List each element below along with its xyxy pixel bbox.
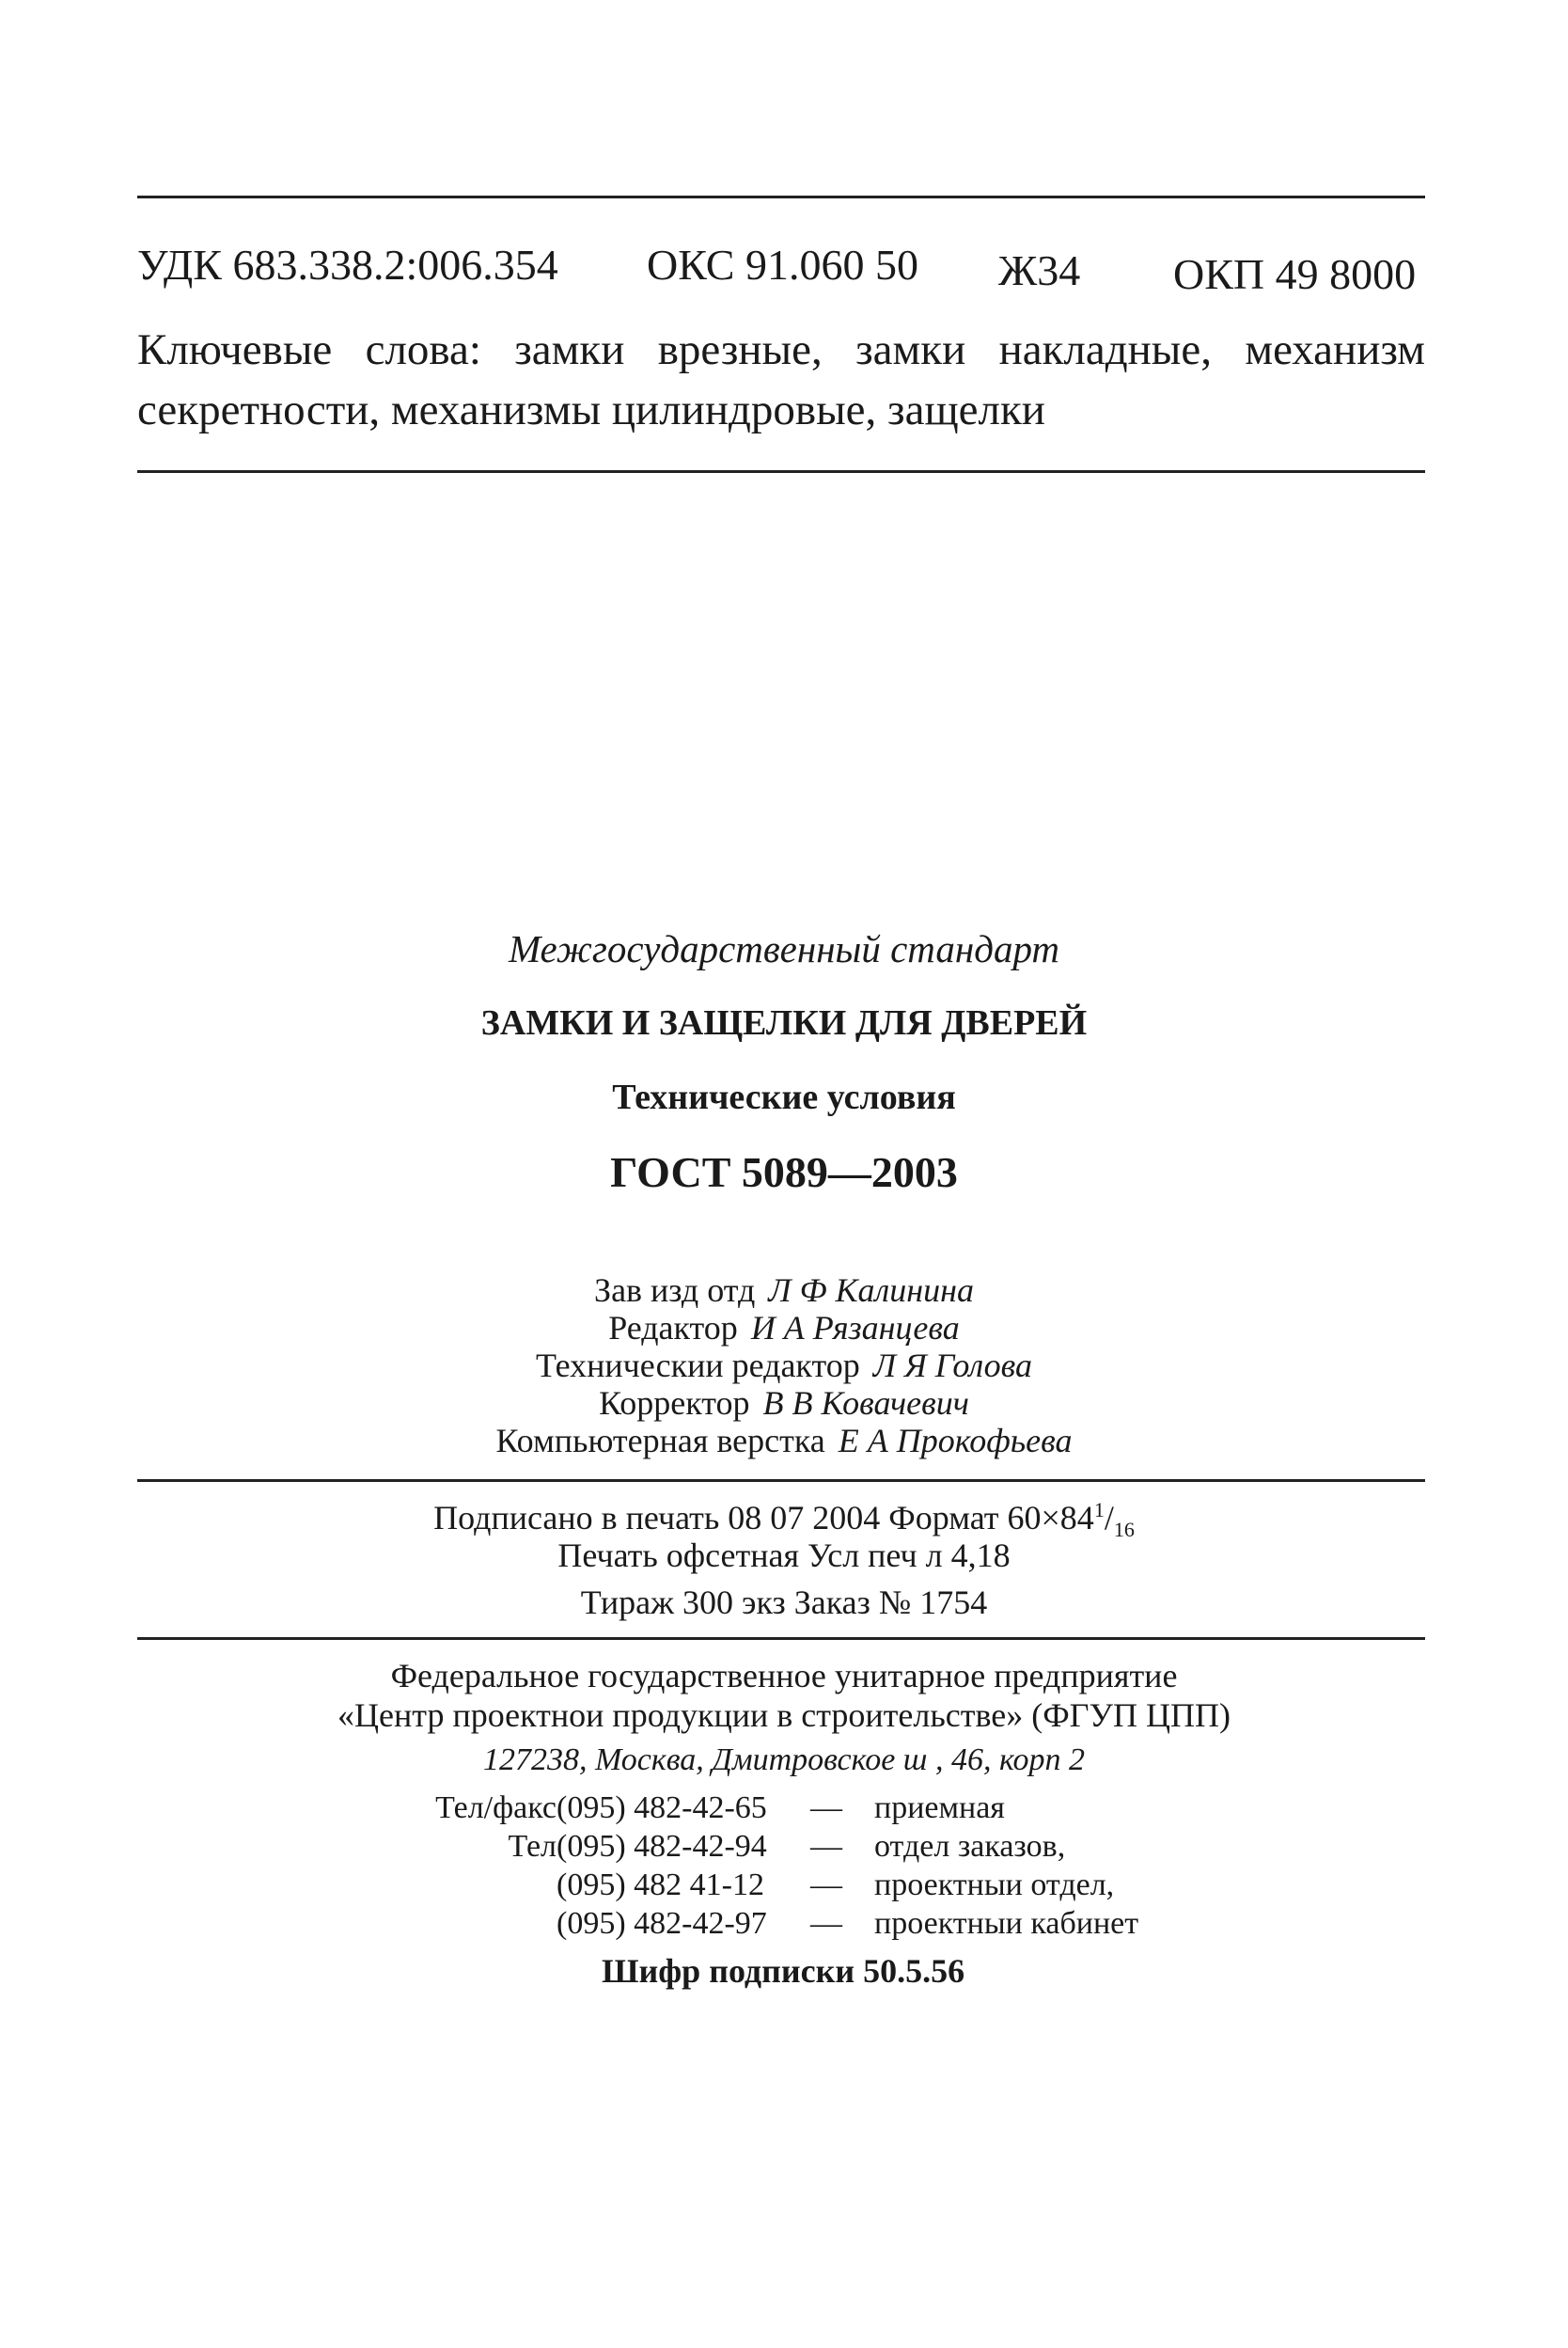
format-sup: 1	[1093, 1498, 1105, 1521]
contact-label: Тел	[508, 1829, 557, 1864]
staff-line	[0, 1347, 1568, 1384]
publisher-address: 127238, Москва, Дмитровское ш , 46, корп 2	[482, 1742, 1086, 1777]
print-rule	[137, 1637, 1425, 1640]
publisher-center: «Центр проектнои продукции в строительстве» (ФГУП ЦПП)	[337, 1696, 1231, 1734]
keywords-rule	[137, 470, 1425, 473]
staff-role: Корректор	[599, 1384, 750, 1422]
print-signed: Подписано в печать 08 07 2004 Формат $60\times 84^1/_{16}$	[433, 1498, 1135, 1542]
oks-code: ОКС 91.060 50	[647, 241, 918, 289]
subscription-code: Шифр подписки 50.5.56	[602, 1952, 965, 1990]
staff-name: Л Я Голова	[872, 1347, 1032, 1384]
contact-desc: приемная	[874, 1790, 1005, 1825]
staff-role: Зав изд отд	[594, 1271, 756, 1309]
contact-phone: (095) 482-42-65	[557, 1790, 767, 1825]
staff-name: Е А Прокофьева	[838, 1422, 1073, 1459]
staff-role: Техническии редактор	[536, 1347, 860, 1384]
contact-label: Тел/факс	[435, 1790, 557, 1825]
signed-text: Подписано в печать 08 07 2004 Формат 60×84	[433, 1499, 1094, 1536]
contact-dash: —	[810, 1790, 842, 1825]
contact-dash: —	[810, 1867, 842, 1902]
format-sub: 16	[1113, 1518, 1135, 1542]
okp-code: ОКП 49 8000	[1173, 250, 1417, 298]
staff-line	[0, 1422, 1568, 1459]
staff-role: Редактор	[608, 1309, 738, 1347]
contact-phone: (095) 482-42-94	[557, 1829, 767, 1864]
print-type: Печать офсетная Усл печ л 4,18	[557, 1536, 1011, 1574]
top-rule	[137, 196, 1425, 198]
contact-phone: (095) 482 41-12	[557, 1867, 764, 1902]
standard-type: Межгосударственный стандарт	[508, 927, 1060, 970]
staff-name: В В Ковачевич	[762, 1384, 969, 1422]
staff-name: Л Ф Калинина	[768, 1271, 974, 1309]
staff-line	[0, 1271, 1568, 1309]
staff-role: Компьютерная верстка	[495, 1422, 825, 1459]
contact-desc: отдел заказов,	[874, 1829, 1066, 1864]
staff-line	[0, 1309, 1568, 1347]
classification-codes	[137, 240, 1425, 306]
staff-name: И А Рязанцева	[750, 1309, 960, 1347]
contact-desc: проектныи отдел,	[874, 1867, 1115, 1902]
publisher-name: Федеральное государственное унитарное предприятие	[390, 1657, 1178, 1694]
group-code: Ж34	[998, 246, 1081, 294]
udk-code: УДК 683.338.2:006.354	[137, 241, 558, 289]
document-subtitle: Технические условия	[612, 1078, 956, 1117]
contact-desc: проектныи кабинет	[874, 1906, 1139, 1941]
contact-dash: —	[810, 1906, 842, 1941]
gost-code: ГОСТ 5089—2003	[610, 1148, 958, 1196]
document-title: ЗАМКИ И ЗАЩЕЛКИ ДЛЯ ДВЕРЕЙ	[480, 1003, 1088, 1043]
staff-line	[0, 1384, 1568, 1422]
staff-rule	[137, 1479, 1425, 1482]
print-run: Тираж 300 экз Заказ № 1754	[580, 1584, 988, 1621]
keywords-text: Ключевые слова: замки врезные, замки накладные, механизм секретности, механизмы цилиндровые, защелки	[137, 325, 1425, 434]
contact-phone: (095) 482-42-97	[557, 1906, 767, 1941]
contact-dash: —	[810, 1829, 842, 1864]
